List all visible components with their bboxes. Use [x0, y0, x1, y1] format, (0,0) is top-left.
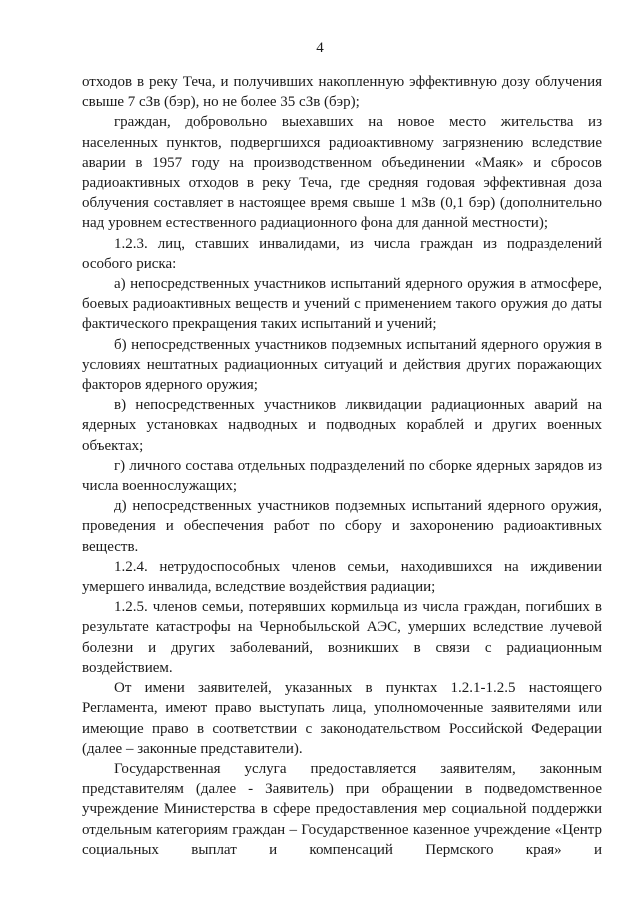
paragraph-service-provision: Государственная услуга предоставляется заявителям, законным представителям (далее - Заявитель) при обращении в подведомственное учреждение Министерства в сфере предоставления мер социальной поддержки отдельным категориям граждан – Государственное казенное учреждение «Центр социальных выплат и компенсаций Пермского края» и [82, 760, 602, 858]
document-body [82, 72, 602, 860]
page-number: 4 [316, 40, 324, 56]
paragraph-1-2-4: 1.2.4. нетрудоспособных членов семьи, находившихся на иждивении умершего инвалида, вследствие воздействия радиации; [82, 558, 602, 596]
paragraph-item-b: б) непосредственных участников подземных испытаний ядерного оружия в условиях нештатных радиационных ситуаций и действия других поражающих факторов ядерного оружия; [82, 336, 602, 394]
paragraph-legal-representatives: От имени заявителей, указанных в пунктах 1.2.1-1.2.5 настоящего Регламента, имеют право выступать лица, уполномоченные заявителями или имеющие право в соответствии с законодательством Российской Федерации (далее – законные представители). [82, 680, 602, 757]
paragraph-continuation: отходов в реку Теча, и получивших накопленную эффективную дозу облучения свыше 7 сЗв (бэр), но не более 35 сЗв (бэр); [82, 74, 602, 111]
paragraph-item-d: д) непосредственных участников подземных испытаний ядерного оружия, проведения и обеспечения работ по сбору и захоронению радиоактивных веществ. [82, 498, 602, 555]
paragraph-1-2-5: 1.2.5. членов семьи, потерявших кормильца из числа граждан, погибших в результате катастрофы на Чернобыльской АЭС, умерших вследствие лучевой болезни и других заболеваний, возникших в связи с радиационным воздействием. [82, 599, 602, 676]
paragraph-item-a: а) непосредственных участников испытаний ядерного оружия в атмосфере, боевых радиоактивных веществ и учений с применением такого оружия до даты фактического прекращения таких испытаний и учений; [82, 276, 602, 333]
paragraph-voluntary-relocation: граждан, добровольно выехавших на новое место жительства из населенных пунктов, подвергшихся радиоактивному загрязнению вследствие аварии в 1957 году на производственном объединении «Маяк» и сбросов радиоактивных отходов в реку Теча, где средняя годовая эффективная доза облучения составляет в настоящее время свыше 1 мЗв (0,1 бэр) (дополнительно над уровнем естественного радиационного фона для данной местности); [82, 114, 602, 232]
paragraph-item-v: в) непосредственных участников ликвидации радиационных аварий на ядерных установках надводных и подводных кораблей и других военных объектах; [82, 397, 602, 454]
paragraph-item-g: г) личного состава отдельных подразделений по сборке ядерных зарядов из числа военнослужащих; [82, 457, 602, 495]
paragraph-1-2-3: 1.2.3. лиц, ставших инвалидами, из числа граждан из подразделений особого риска: [82, 235, 602, 272]
